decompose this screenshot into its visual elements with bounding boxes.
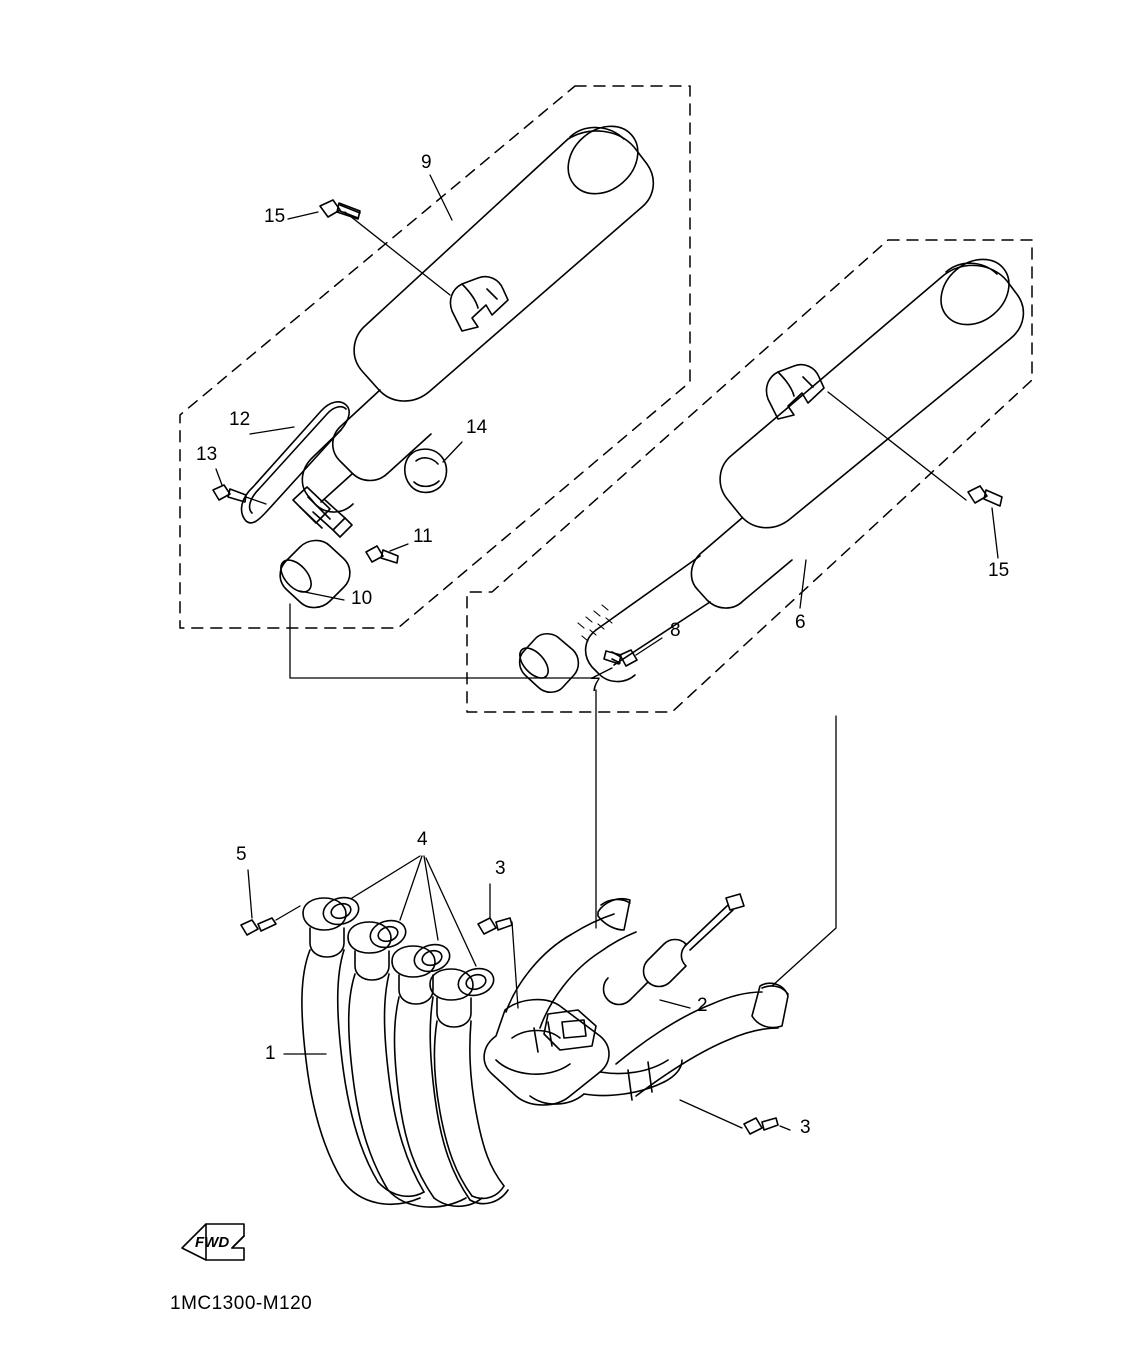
- callout-1: 1: [265, 1043, 276, 1064]
- oxygen-sensor-2: [544, 894, 744, 1050]
- leader-15-left: [288, 212, 318, 219]
- leader-12: [250, 427, 294, 434]
- leader-bracket-left: [345, 212, 450, 295]
- part-code-label: 1MC1300-M120: [170, 1293, 313, 1314]
- gasket-12: [242, 402, 350, 523]
- leader-13b: [246, 497, 266, 504]
- bolt-11: [366, 546, 398, 563]
- leader-connect-left: [290, 604, 592, 678]
- dashed-group-right: [467, 240, 1032, 712]
- callout-3-upper: 3: [495, 858, 506, 879]
- callout-15-left: 15: [264, 206, 286, 227]
- callout-4: 4: [417, 829, 428, 850]
- leader-5b: [276, 906, 300, 920]
- callout-10: 10: [351, 588, 373, 609]
- bolt-15-left: [320, 200, 360, 219]
- muffler-left: [275, 112, 653, 607]
- callout-11: 11: [413, 526, 433, 547]
- fwd-label: FWD: [195, 1234, 230, 1251]
- leader-9: [430, 175, 452, 220]
- leader-10: [300, 591, 344, 600]
- leader-bracket-right: [828, 392, 966, 500]
- leader-13: [216, 469, 222, 485]
- dashed-group-left: [180, 86, 690, 628]
- leader-3-lower: [680, 1100, 742, 1128]
- callout-15-right: 15: [988, 560, 1010, 581]
- leader-2: [660, 1000, 690, 1008]
- callout-7: 7: [590, 675, 601, 696]
- cap-14: [405, 449, 447, 492]
- bolt-13: [213, 485, 246, 502]
- bolt-5: [241, 918, 276, 935]
- callout-8: 8: [670, 620, 681, 641]
- bolt-3-lower: [744, 1118, 778, 1134]
- bolt-15-right: [968, 486, 1002, 506]
- leader-connect-right: [772, 716, 836, 986]
- callout-13: 13: [196, 444, 218, 465]
- muffler-bracket-left: [450, 277, 508, 331]
- muffler-bracket-right: [766, 365, 824, 419]
- callout-12: 12: [229, 409, 251, 430]
- leader-6: [800, 560, 806, 608]
- leader-5: [248, 870, 252, 918]
- leader-14: [443, 442, 462, 462]
- bolt-8: [604, 650, 637, 666]
- leader-3-lower-b: [780, 1126, 790, 1130]
- leader-8: [636, 638, 662, 655]
- bolt-3-upper: [478, 918, 512, 934]
- callout-5: 5: [236, 844, 247, 865]
- leader-15-right: [992, 508, 998, 558]
- callout-6: 6: [795, 612, 806, 633]
- muffler-right: [515, 246, 1024, 692]
- callout-14: 14: [466, 417, 488, 438]
- leader-11: [390, 544, 408, 551]
- callout-3-lower: 3: [800, 1117, 811, 1138]
- callout-2: 2: [697, 995, 708, 1016]
- callout-9: 9: [421, 152, 432, 173]
